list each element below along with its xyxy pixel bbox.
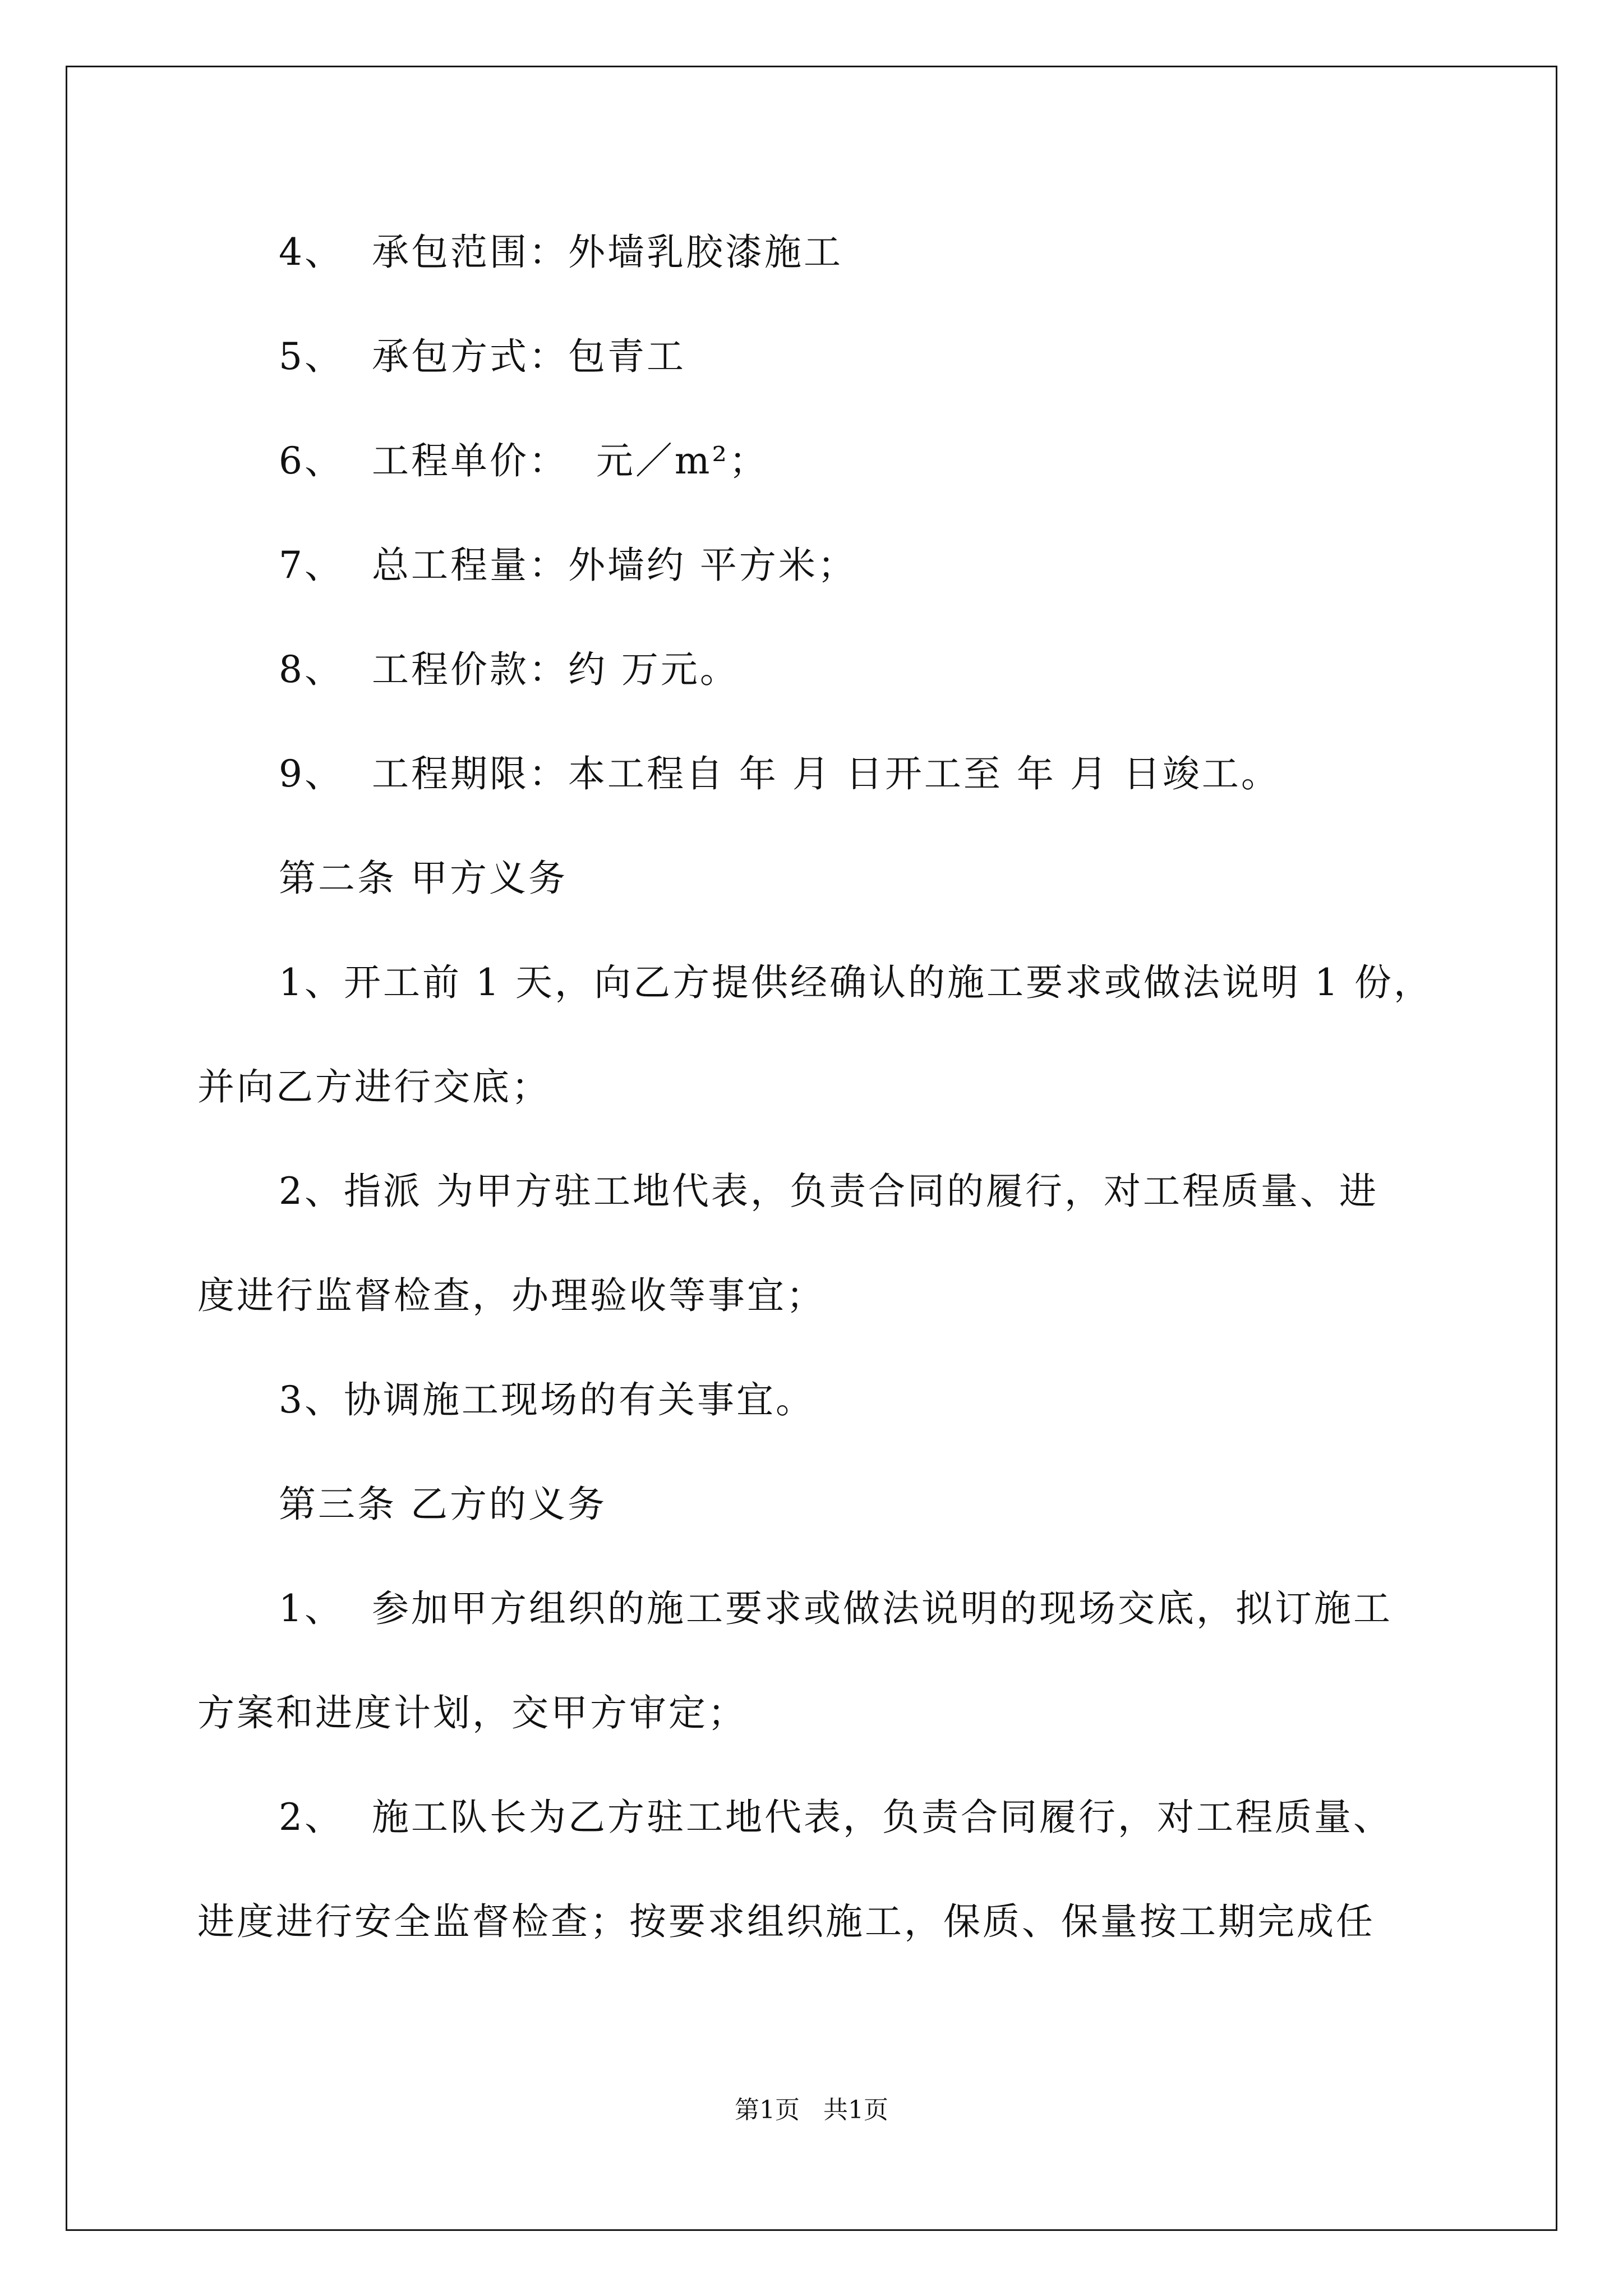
section-heading: 第二条 甲方义务	[279, 857, 568, 900]
clause-line-continued: 进度进行安全监督检查；按要求组织施工，保质、保量按工期完成任	[197, 1900, 1375, 1943]
clause-line-continued: 方案和进度计划，交甲方审定；	[197, 1691, 747, 1734]
clause-line: 2、 施工队长为乙方驻工地代表，负责合同履行，对工程质量、	[279, 1796, 1393, 1839]
section-heading: 第三条 乙方的义务	[279, 1483, 607, 1526]
clause-line-continued: 度进行监督检查，办理验收等事宜；	[197, 1274, 826, 1317]
clause-line: 3、协调施工现场的有关事宜。	[279, 1378, 815, 1421]
page-number-footer: 第1页 共1页	[735, 2096, 888, 2124]
clause-line: 8、 工程价款：约 万元。	[279, 648, 739, 691]
clause-line-continued: 并向乙方进行交底；	[197, 1065, 551, 1108]
clause-line: 1、开工前 1 天，向乙方提供经确认的施工要求或做法说明 1 份，	[279, 961, 1433, 1004]
clause-line: 6、 工程单价： 元／m²；	[279, 439, 768, 482]
clause-line: 9、 工程期限：本工程自 年 月 日开工至 年 月 日竣工。	[279, 752, 1280, 795]
clause-line: 2、指派 为甲方驻工地代表，负责合同的履行，对工程质量、进	[279, 1170, 1378, 1213]
clause-line: 4、 承包范围：外墙乳胶漆施工	[279, 231, 843, 274]
clause-line: 1、 参加甲方组织的施工要求或做法说明的现场交底，拟订施工	[279, 1587, 1393, 1630]
clause-line: 5、 承包方式：包青工	[279, 335, 686, 378]
clause-line: 7、 总工程量：外墙约 平方米；	[279, 544, 857, 587]
